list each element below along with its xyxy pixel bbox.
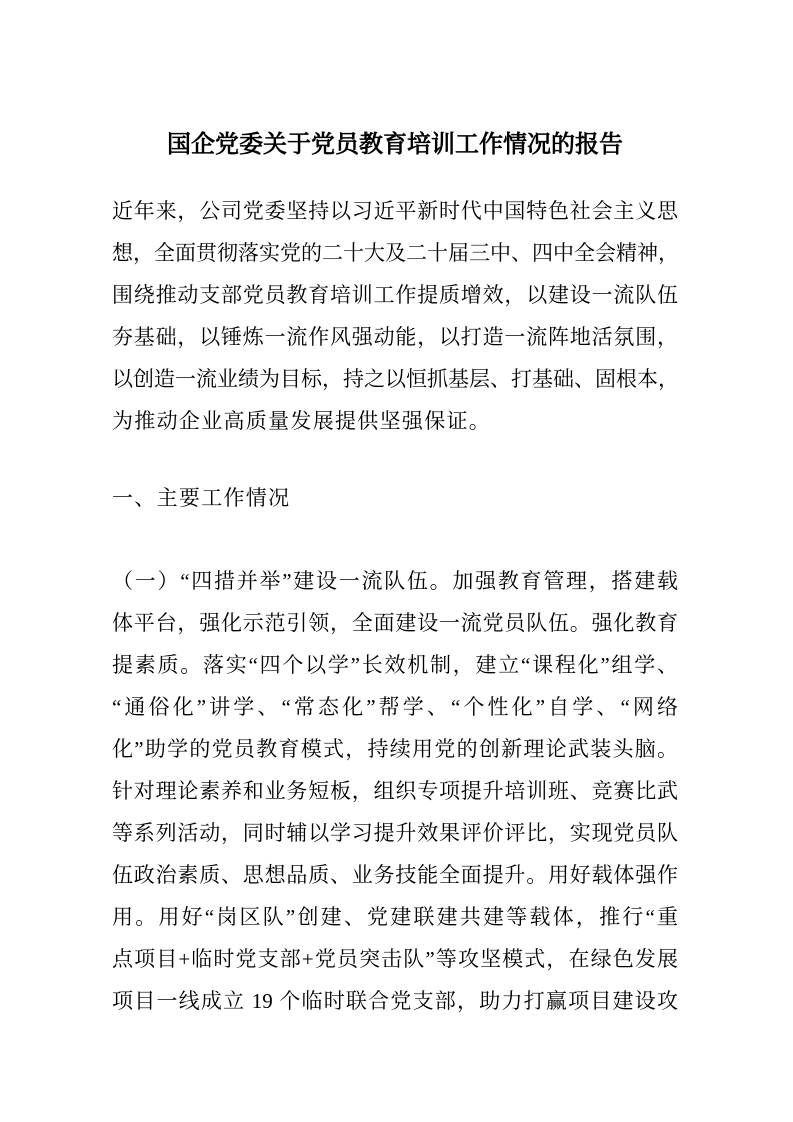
text-line: 用。用好“岗区队”创建、党建联建共建等载体，推行“重 — [112, 905, 678, 929]
text-line: 为推动企业高质量发展提供坚强保证。 — [112, 409, 492, 433]
text-line: 等系列活动，同时辅以学习提升效果评价评比，实现党员队 — [112, 821, 678, 845]
text-line: （一）“四措并举”建设一流队伍。加强教育管理，搭建载 — [112, 569, 678, 593]
intro-paragraph — [112, 190, 678, 442]
text-line: 项目一线成立 19 个临时联合党支部，助力打赢项目建设攻 — [112, 989, 678, 1013]
text-line: 针对理论素养和业务短板，组织专项提升培训班、竞赛比武 — [112, 779, 678, 803]
text-line: 近年来，公司党委坚持以习近平新时代中国特色社会主义思 — [112, 199, 678, 223]
text-line: 想，全面贯彻落实党的二十大及二十届三中、四中全会精神， — [112, 241, 679, 265]
section-1-paragraph — [112, 560, 678, 1022]
text-line: 体平台，强化示范引领，全面建设一流党员队伍。强化教育 — [112, 611, 678, 635]
text-line: 提素质。落实“四个以学”长效机制，建立“课程化”组学、 — [112, 653, 678, 677]
text-line: 化”助学的党员教育模式，持续用党的创新理论武装头脑。 — [112, 737, 678, 761]
document-body — [112, 124, 678, 1022]
document-title: 国企党委关于党员教育培训工作情况的报告 — [167, 132, 623, 158]
section-heading: 一、主要工作情况 — [112, 486, 291, 510]
text-line: “通俗化”讲学、“常态化”帮学、“个性化”自学、“网络 — [112, 695, 678, 719]
text-line: 围绕推动支部党员教育培训工作提质增效，以建设一流队伍 — [112, 283, 678, 307]
text-line: 夯基础，以锤炼一流作风强动能，以打造一流阵地活氛围， — [112, 325, 678, 349]
text-line: 以创造一流业绩为目标，持之以恒抓基层、打基础、固根本， — [112, 367, 679, 391]
text-line: 伍政治素质、思想品质、业务技能全面提升。用好载体强作 — [112, 863, 678, 887]
text-line: 点项目+临时党支部+党员突击队”等攻坚模式，在绿色发展 — [112, 947, 678, 971]
